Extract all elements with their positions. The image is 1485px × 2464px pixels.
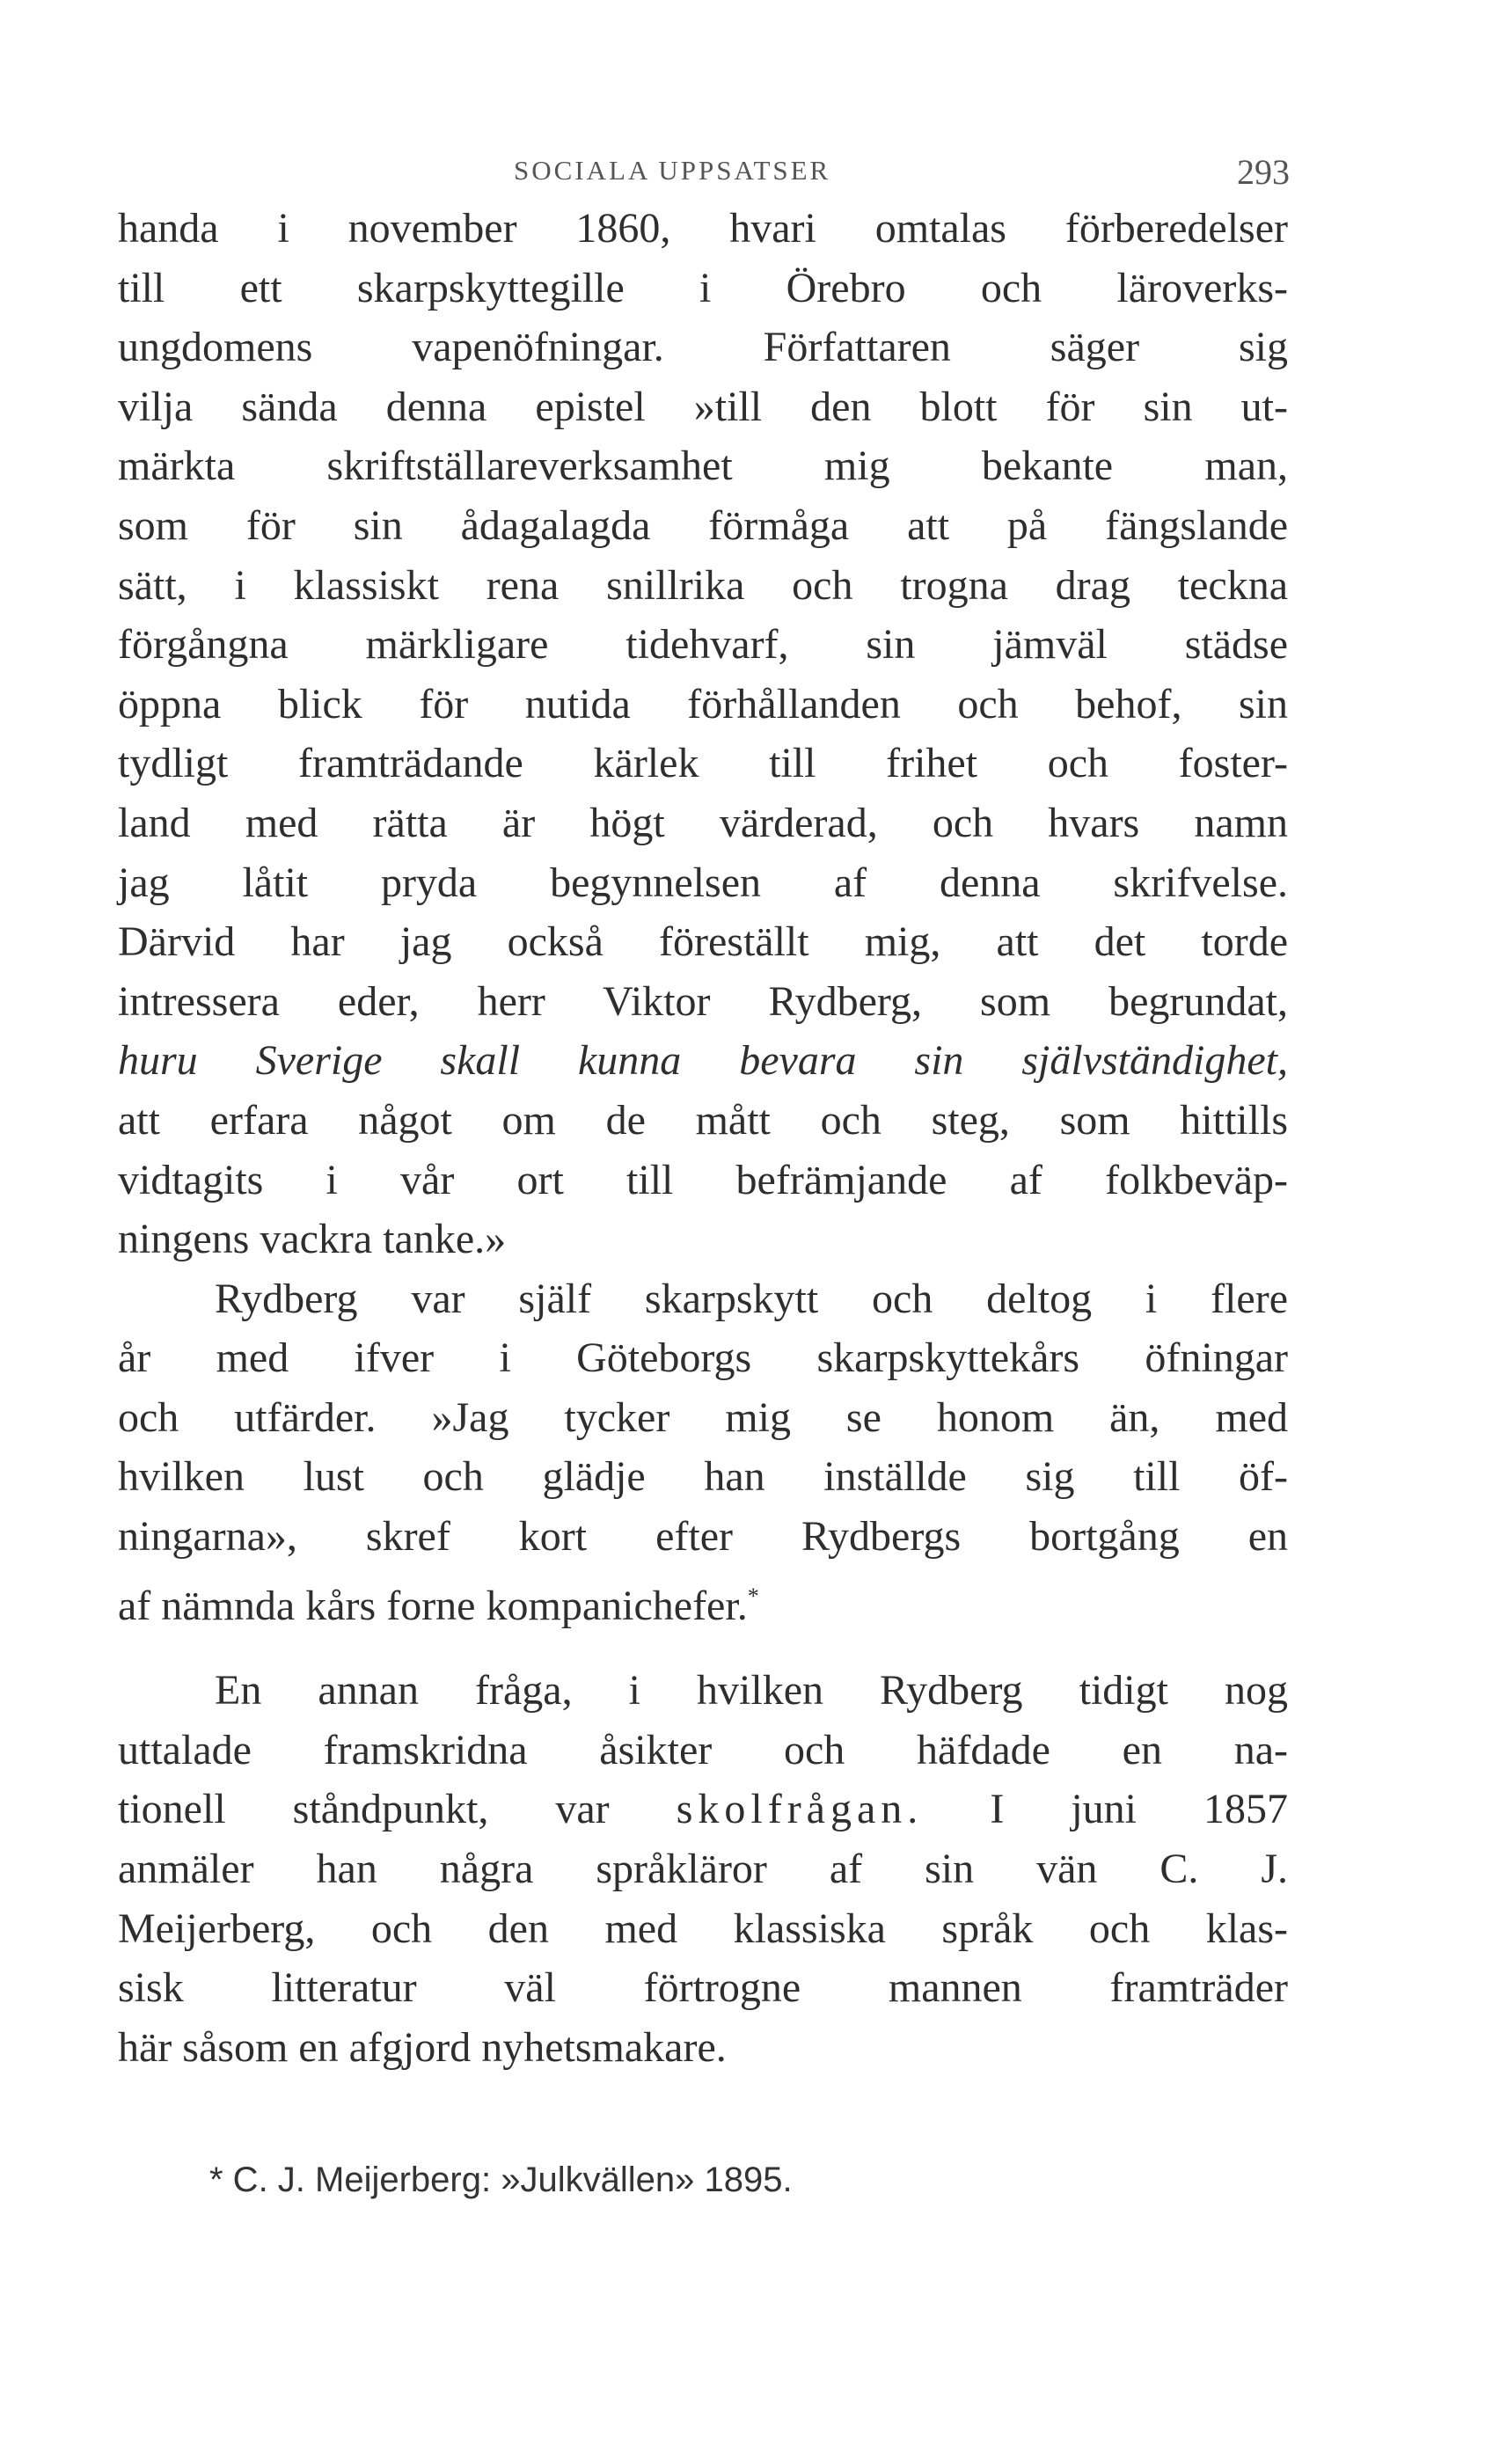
running-head <box>0 152 1485 199</box>
text-line: ungdomens vapenöfningar. Författaren säger sig <box>118 324 1288 371</box>
text-line <box>118 1567 1288 1627</box>
paragraph-3 <box>118 1661 1288 2077</box>
paragraph-gap <box>118 1626 1288 1661</box>
text-line: vidtagits i vår ort till befrämjande af folkbeväp- <box>118 1156 1288 1203</box>
text-line: sisk litteratur väl förtrogne mannen framträder <box>118 1964 1288 2012</box>
italic-title: huru Sverige skall kunna bevara sin självständighet, <box>118 1037 1288 1085</box>
text-line: Meijerberg, och den med klassiska språk och klas- <box>118 1905 1288 1952</box>
page-number: 293 <box>1237 152 1290 192</box>
paragraph-2 <box>118 1269 1288 1627</box>
text-line: En annan fråga, i hvilken Rydberg tidigt nog <box>215 1667 1288 1715</box>
text-line: handa i november 1860, hvari omtalas förberedelser <box>118 205 1288 252</box>
spaced-emphasis: skolfrågan. <box>676 1786 924 1833</box>
text-line: år med ifver i Göteborgs skarpskyttekårs öfningar <box>118 1334 1288 1382</box>
text-line: land med rätta är högt värderad, och hvars namn <box>118 799 1288 846</box>
running-title: SOCIALA UPPSATSER <box>514 155 831 186</box>
text-line: uttalade framskridna åsikter och häfdade en na- <box>118 1726 1288 1773</box>
text-line: sätt, i klassiskt rena snillrika och trogna drag teckna <box>118 561 1288 609</box>
text-segment: I juni 1857 <box>990 1786 1289 1833</box>
text-line: ningarna», skref kort efter Rydbergs bortgång en <box>118 1513 1288 1561</box>
text-line: här såsom en afgjord nyhetsmakare. <box>118 2023 727 2071</box>
text-line: ningens vackra tanke.» <box>118 1216 507 1263</box>
text-line-italic <box>118 1031 1288 1091</box>
text-line: tydligt framträdande kärlek till frihet och foster- <box>118 740 1288 787</box>
body-text <box>118 199 1288 2077</box>
text-line: som för sin ådagalagda förmåga att på fängslande <box>118 501 1288 549</box>
text-line: Därvid har jag också föreställt mig, att det torde <box>118 918 1288 966</box>
text-segment: tionell ståndpunkt, var <box>118 1786 610 1833</box>
paragraph-1 <box>118 199 1288 1269</box>
text-line: hvilken lust och glädje han inställde sig till öf- <box>118 1453 1288 1501</box>
footnote: * C. J. Meijerberg: »Julkvällen» 1895. <box>209 2161 793 2199</box>
text-line: jag låtit pryda begynnelsen af denna skrifvelse. <box>118 859 1288 906</box>
footnote-marker: * <box>747 1583 759 1609</box>
text-line: Rydberg var själf skarpskytt och deltog i flere <box>215 1275 1288 1322</box>
text-line: öppna blick för nutida förhållanden och behof, sin <box>118 680 1288 728</box>
text-line: intressera eder, herr Viktor Rydberg, som begrundat, <box>118 977 1288 1025</box>
text-line: förgångna märkligare tidehvarf, sin jämväl städse <box>118 621 1288 669</box>
text-line: anmäler han några språkläror af sin vän C. J. <box>118 1846 1288 1893</box>
text-line: vilja sända denna epistel »till den blott för sin ut- <box>118 383 1288 430</box>
text-line: att erfara något om de mått och steg, som hittills <box>118 1096 1288 1144</box>
text-line-content: af nämnda kårs forne kompanichefer. <box>118 1582 748 1629</box>
text-line <box>118 1780 1288 1839</box>
text-line: till ett skarpskyttegille i Örebro och läroverks- <box>118 264 1288 311</box>
text-line: märkta skriftställareverksamhet mig bekante man, <box>118 442 1288 490</box>
text-line: och utfärder. »Jag tycker mig se honom än, med <box>118 1393 1288 1441</box>
